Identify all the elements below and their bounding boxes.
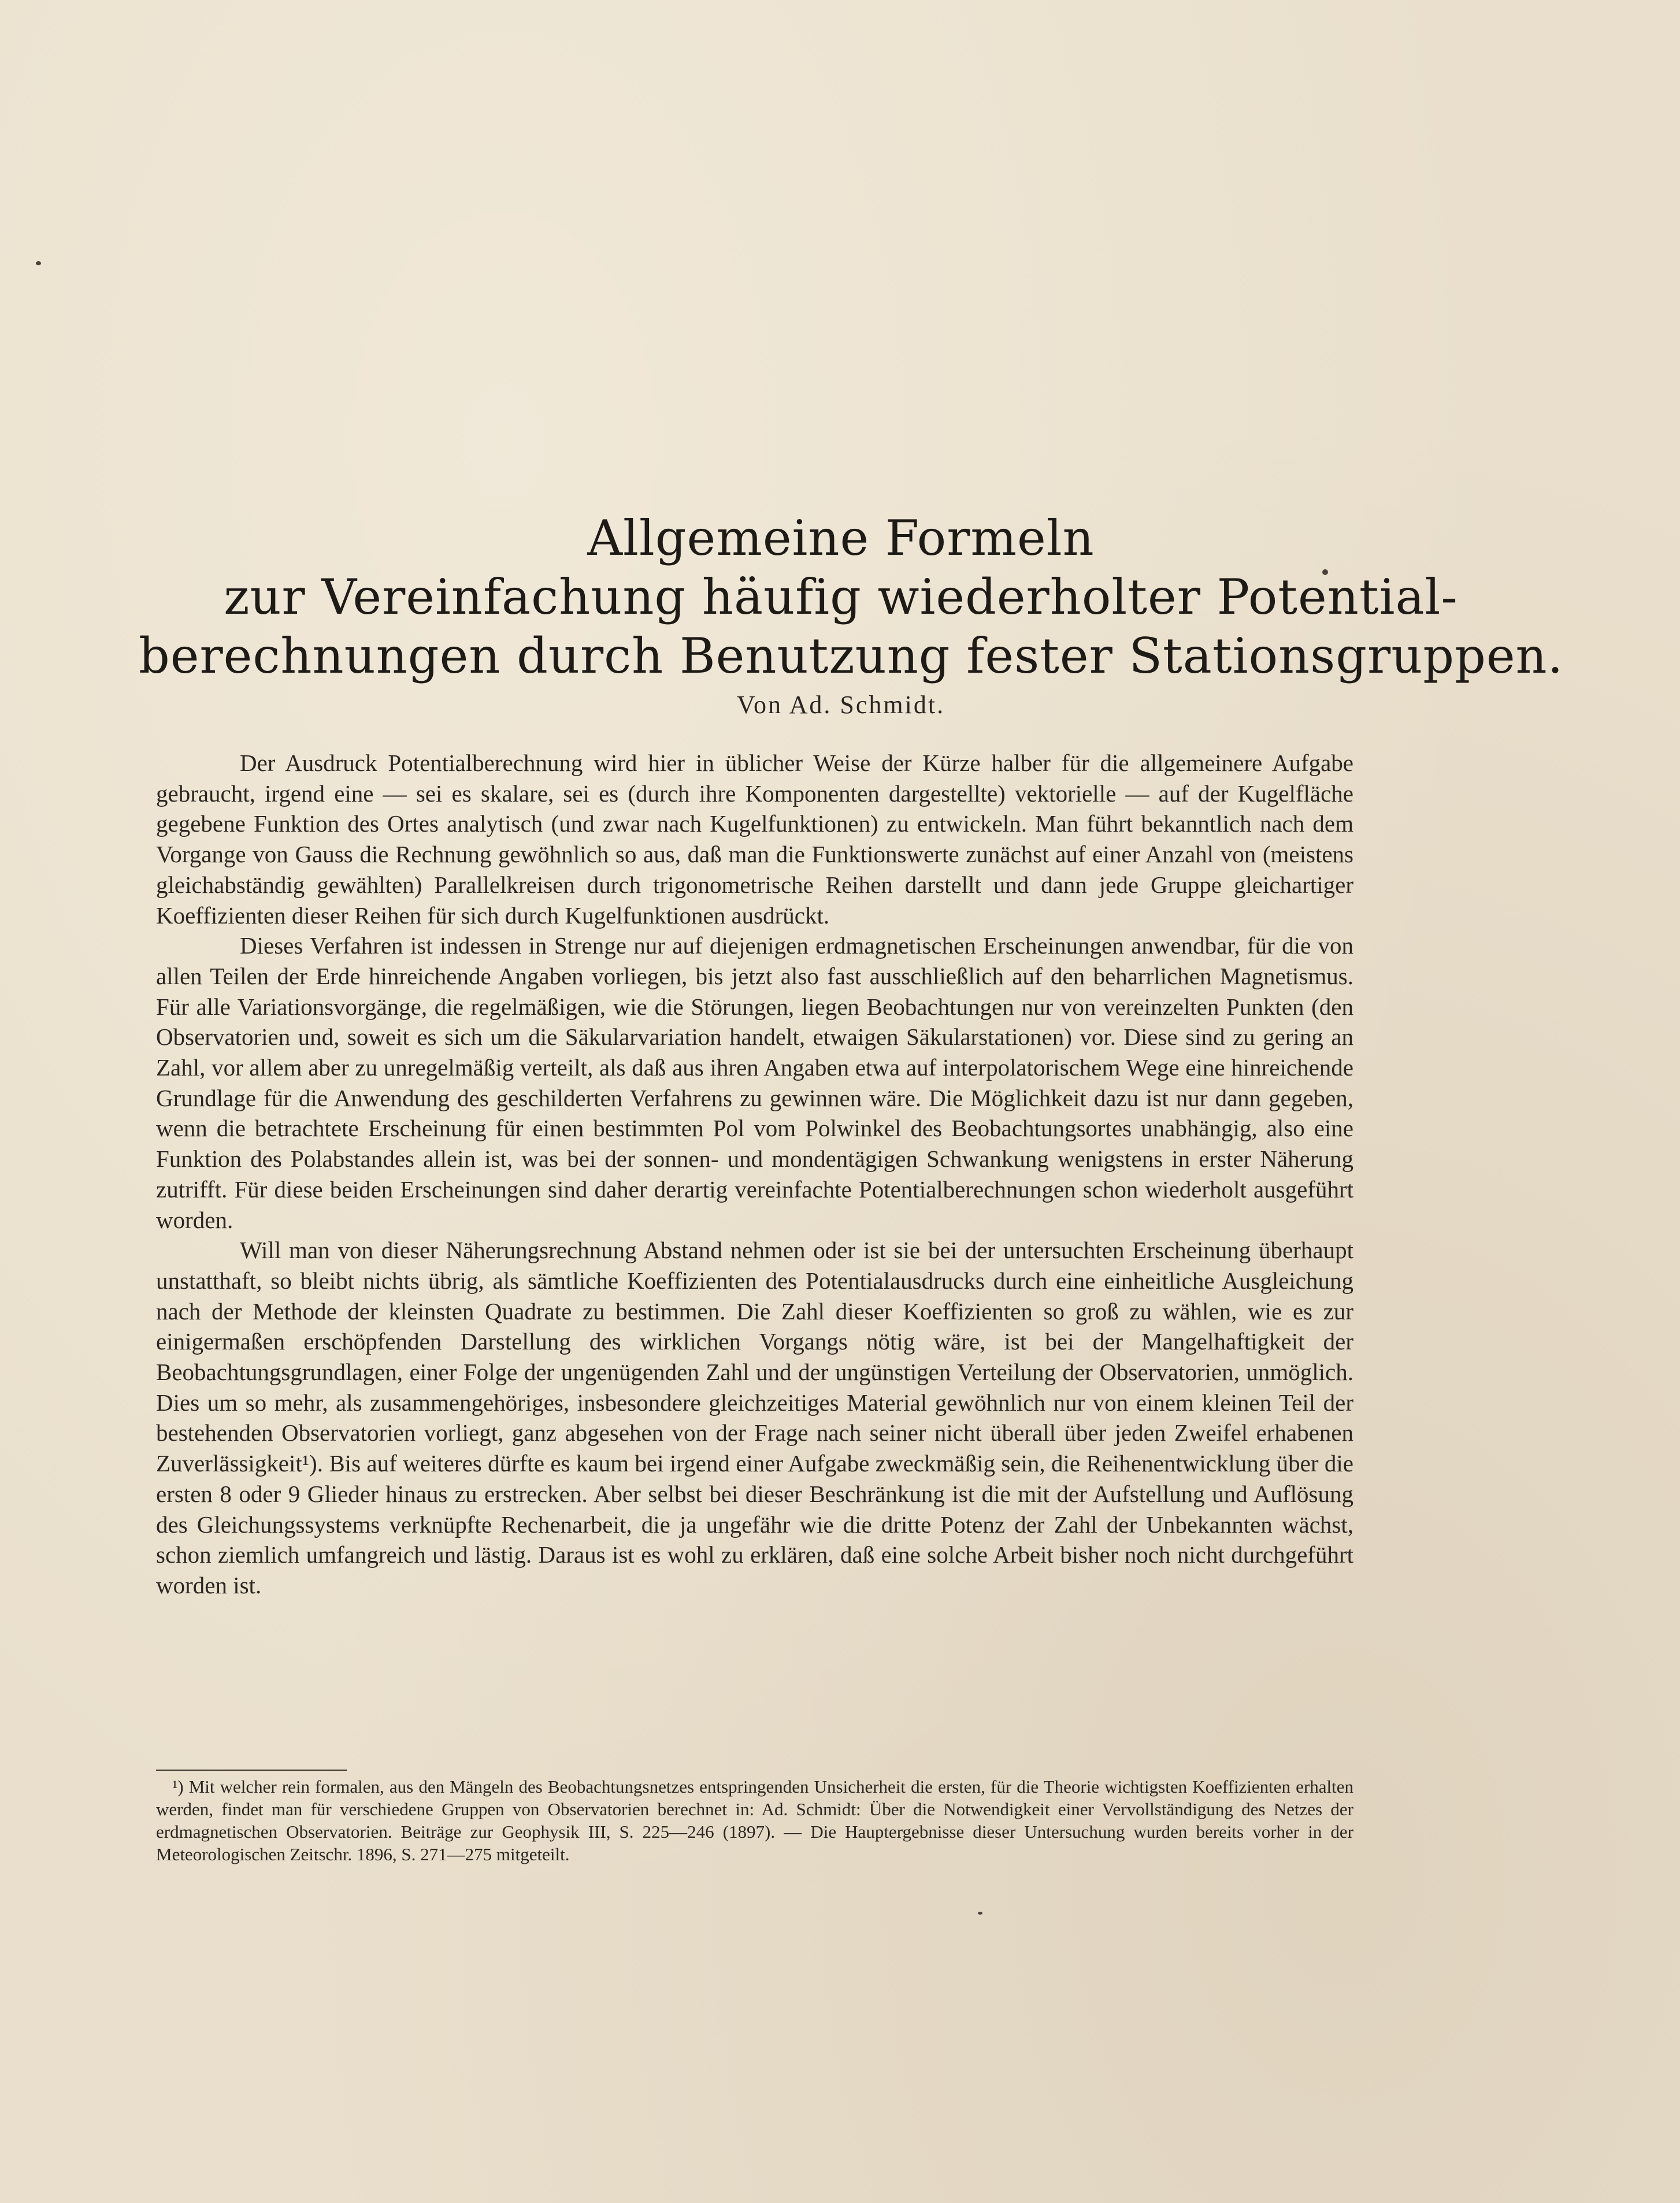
paragraph: Dieses Verfahren ist indessen in Strenge nur auf diejenigen erdmagnetischen Erscheinungen anwendbar, für die von allen Teilen der Erde hinreichende Angaben vorliegen, bis jetzt also fast ausschließlich auf den beharrlichen Magnetismus. Für alle Variationsvorgänge, die regelmäßigen, wie die Störungen, liegen Beobachtungen nur von vereinzelten Punkten (den Observatorien und, soweit es sich um die Säkularvariation handelt, etwaigen Säkularstationen) vor. Diese sind zu gering an Zahl, vor allem aber zu unregelmäßig verteilt, als daß aus ihren Angaben etwa auf interpolatorischem Wege eine hinreichende Grundlage für die Anwendung des geschilderten Verfahrens zu gewinnen wäre. Die Möglichkeit dazu ist nur dann gegeben, wenn die betrachtete Erscheinung für einen bestimmten Pol vom Polwinkel des Beobachtungsortes unabhängig, also eine Funktion des Polabstandes allein ist, was bei der sonnen- und mondentägigen Schwankung wenigstens in erster Näherung zutrifft. Für diese beiden Erscheinungen sind daher derartig vereinfachte Potentialberechnungen schon wiederholt ausgeführt worden. — [156, 932, 1353, 1233]
title-line: berechnungen durch Benutzung fester Stationsgruppen. — [139, 628, 1564, 684]
title-line: Allgemeine Formeln — [587, 510, 1095, 566]
footnote-text: ¹) Mit welcher rein formalen, aus den Mängeln des Beobachtungsnetzes entspringenden Unsicherheit die ersten, für die Theorie wichtigsten Koeffizienten erhalten werden, findet man für verschiedene Gruppen von Observatorien berechnet in: Ad. Schmidt: Über die Notwendigkeit einer Vervollständigung des Netzes der erdmagnetischen Observatorien. Beiträge zur Geophysik III, S. 225—246 (1897). — Die Hauptergebnisse dieser Untersuchung wurden bereits vorher in der Meteorologischen Zeitschr. 1896, S. 271—275 mitgeteilt. — [156, 1777, 1353, 1864]
author-line: Von Ad. Schmidt. — [736, 691, 945, 719]
paragraph: Der Ausdruck Potentialberechnung wird hier in üblicher Weise der Kürze halber für die allgemeinere Aufgabe gebraucht, irgend eine — sei es skalare, sei es (durch ihre Komponenten dargestellte) vektorielle — auf der Kugelfläche gegebene Funktion des Ortes analytisch (und zwar nach Kugelfunktionen) zu entwickeln. Man führt bekanntlich nach dem Vorgange von Gauss die Rechnung gewöhnlich so aus, daß man die Funktionswerte zunächst auf einer Anzahl von (meistens gleichabständig gewählten) Parallelkreisen durch trigonometrische Reihen darstellt und dann jede Gruppe gleichartiger Koeffizienten dieser Reihen für sich durch Kugelfunktionen ausdrückt. — [156, 750, 1353, 929]
paragraph: Will man von dieser Näherungsrechnung Abstand nehmen oder ist sie bei der untersuchten Erscheinung überhaupt unstatthaft, so bleibt nichts übrig, als sämtliche Koeffizienten des Potentialausdrucks durch eine einheitliche Ausgleichung nach der Methode der kleinsten Quadrate zu bestimmen. Die Zahl dieser Koeffizienten so groß zu wählen, wie es zur einigermaßen erschöpfenden Darstellung des wirklichen Vorgangs nötig wäre, ist bei der Mangelhaftigkeit der Beobachtungsgrundlagen, einer Folge der ungenügenden Zahl und der ungünstigen Verteilung der Observatorien, unmöglich. Dies um so mehr, als zusammengehöriges, insbesondere gleichzeitiges Material gewöhnlich nur von einem kleinen Teil der bestehenden Observatorien vorliegt, ganz abgesehen von der Frage nach seiner nicht überall über jeden Zweifel erhabenen Zuverlässigkeit¹). Bis auf weiteres dürfte es kaum bei irgend einer Aufgabe zweckmäßig sein, die Reihenentwicklung über die ersten 8 oder 9 Glieder hinaus zu erstrecken. Aber selbst bei dieser Beschränkung ist die mit der Aufstellung und Auflösung des Gleichungssystems verknüpfte Rechenarbeit, die ja ungefähr wie die dritte Potenz der Zahl der Unbekannten wächst, schon ziemlich umfangreich und lästig. Daraus ist es wohl zu erklären, daß eine solche Arbeit bisher noch nicht durchgeführt worden ist. — [156, 1237, 1353, 1599]
footnote — [156, 1775, 1353, 1865]
footnote-rule — [156, 1770, 347, 1771]
title-line: zur Vereinfachung häufig wiederholter Potential- — [224, 569, 1458, 625]
article-title — [139, 509, 1564, 685]
paper-speck — [978, 1912, 982, 1915]
paper-speck — [36, 261, 41, 265]
article-body — [156, 748, 1353, 1601]
